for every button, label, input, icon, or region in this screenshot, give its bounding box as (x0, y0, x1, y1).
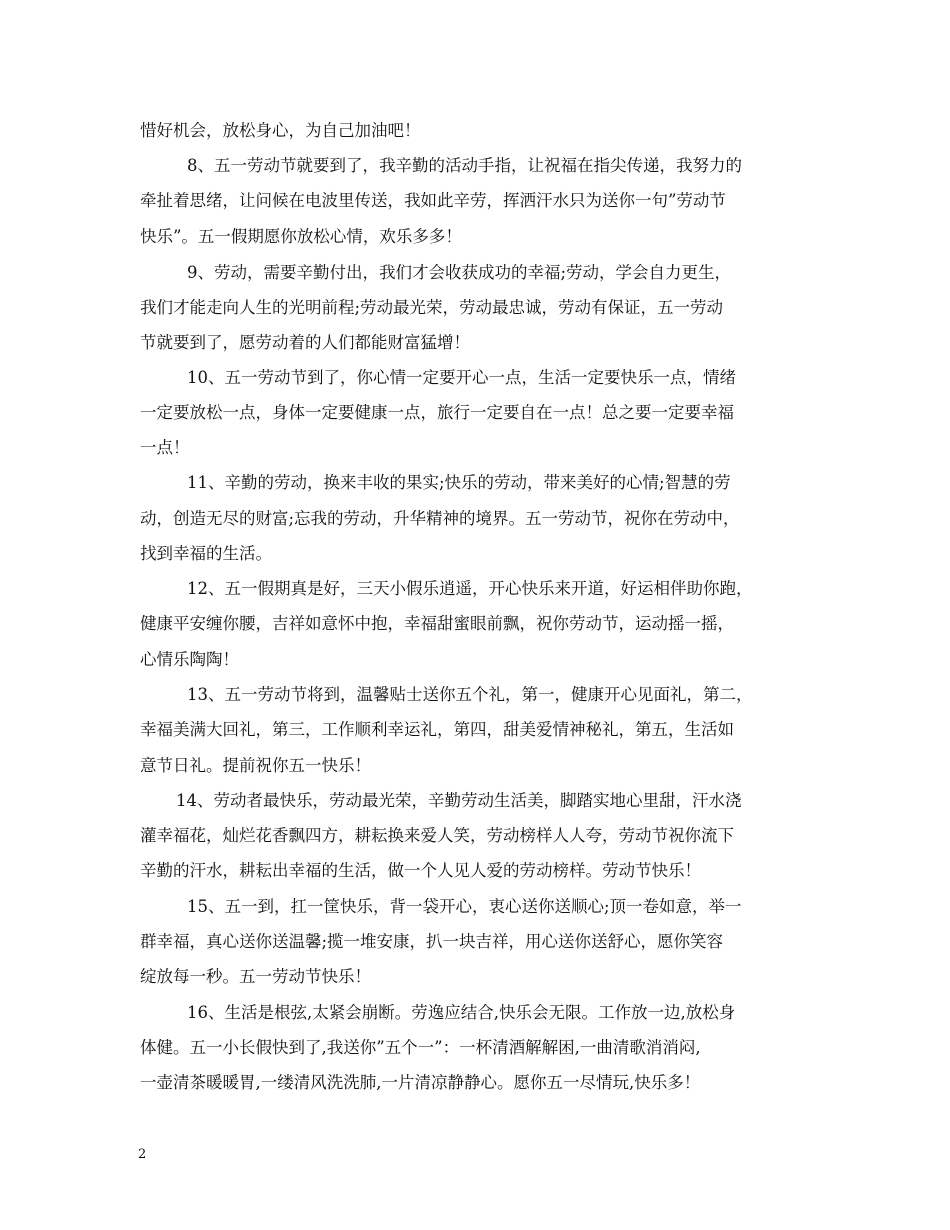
text-line: 8、五一劳动节就要到了，我辛勤的活动手指，让祝福在指尖传递，我努力的 (187, 156, 742, 175)
page-number: 2 (138, 1147, 147, 1162)
text-line: 一点！ (140, 438, 190, 457)
text-line: 绽放每一秒。五一劳动节快乐！ (140, 967, 371, 986)
text-line: 一定要放松一点，身体一定要健康一点，旅行一定要自在一点！总之要一定要幸福 (140, 403, 734, 422)
text-line: 15、五一到，扛一筐快乐，背一袋开心，衷心送你送顺心;顶一卷如意，举一 (187, 897, 742, 916)
text-line: 10、五一劳动节到了，你心情一定要开心一点，生活一定要快乐一点，情绪 (187, 368, 736, 387)
text-line: 我们才能走向人生的光明前程;劳动最光荣，劳动最忠诚，劳动有保证，五一劳动 (140, 298, 724, 317)
text-line: 找到幸福的生活。 (140, 544, 272, 563)
text-line: 群幸福，真心送你送温馨;揽一堆安康，扒一块吉祥，用心送你送舒心，愿你笑容 (140, 932, 724, 951)
text-line: 9、劳动，需要辛勤付出，我们才会收获成功的幸福;劳动，学会自力更生， (187, 263, 732, 282)
text-line: 幸福美满大回礼，第三，工作顺利幸运礼，第四，甜美爱情神秘礼，第五，生活如 (140, 720, 734, 739)
text-line: 动，创造无尽的财富;忘我的劳动，升华精神的境界。五一劳动节，祝你在劳动中， (140, 509, 740, 528)
text-line: 14、劳动者最快乐，劳动最光荣，辛勤劳动生活美，脚踏实地心里甜，汗水浇 (176, 791, 742, 810)
text-line: 健康平安缠你腰，吉祥如意怀中抱，幸福甜蜜眼前飘，祝你劳动节，运动摇一摇， (140, 614, 734, 633)
text-line: 灌幸福花，灿烂花香飘四方，耕耘换来爱人笑，劳动榜样人人夸，劳动节祝你流下 (140, 826, 734, 845)
text-line: 节就要到了，愿劳动着的人们都能财富猛增！ (140, 333, 470, 352)
text-line: 辛勤的汗水，耕耘出幸福的生活，做一个人见人爱的劳动榜样。劳动节快乐！ (140, 861, 701, 880)
text-line: 一壶清茶暖暖胃,一缕清风洗洗肺,一片清凉静静心。愿你五一尽情玩,快乐多！ (140, 1073, 701, 1092)
text-line: 牵扯着思绪，让问候在电波里传送，我如此辛劳，挥洒汗水只为送你一句”劳动节 (140, 191, 726, 210)
text-line: 13、五一劳动节将到，温馨贴士送你五个礼，第一，健康开心见面礼，第二， (187, 685, 753, 704)
text-line: 心情乐陶陶！ (140, 650, 239, 669)
text-line: 16、生活是根弦,太紧会崩断。劳逸应结合,快乐会无限。工作放一边,放松身 (187, 1003, 736, 1022)
text-line: 惜好机会，放松身心，为自己加油吧！ (140, 121, 421, 140)
text-line: 意节日礼。提前祝你五一快乐！ (140, 756, 371, 775)
text-line: 快乐”。五一假期愿你放松心情，欢乐多多！ (140, 227, 462, 246)
text-line: 12、五一假期真是好，三天小假乐逍遥，开心快乐来开道，好运相伴助你跑， (187, 579, 753, 598)
text-line: 体健。五一小长假快到了,我送你”五个一”：一杯清酒解解困,一曲清歌消消闷, (140, 1038, 701, 1057)
text-line: 11、辛勤的劳动，换来丰收的果实;快乐的劳动，带来美好的心情;智慧的劳 (187, 473, 731, 492)
